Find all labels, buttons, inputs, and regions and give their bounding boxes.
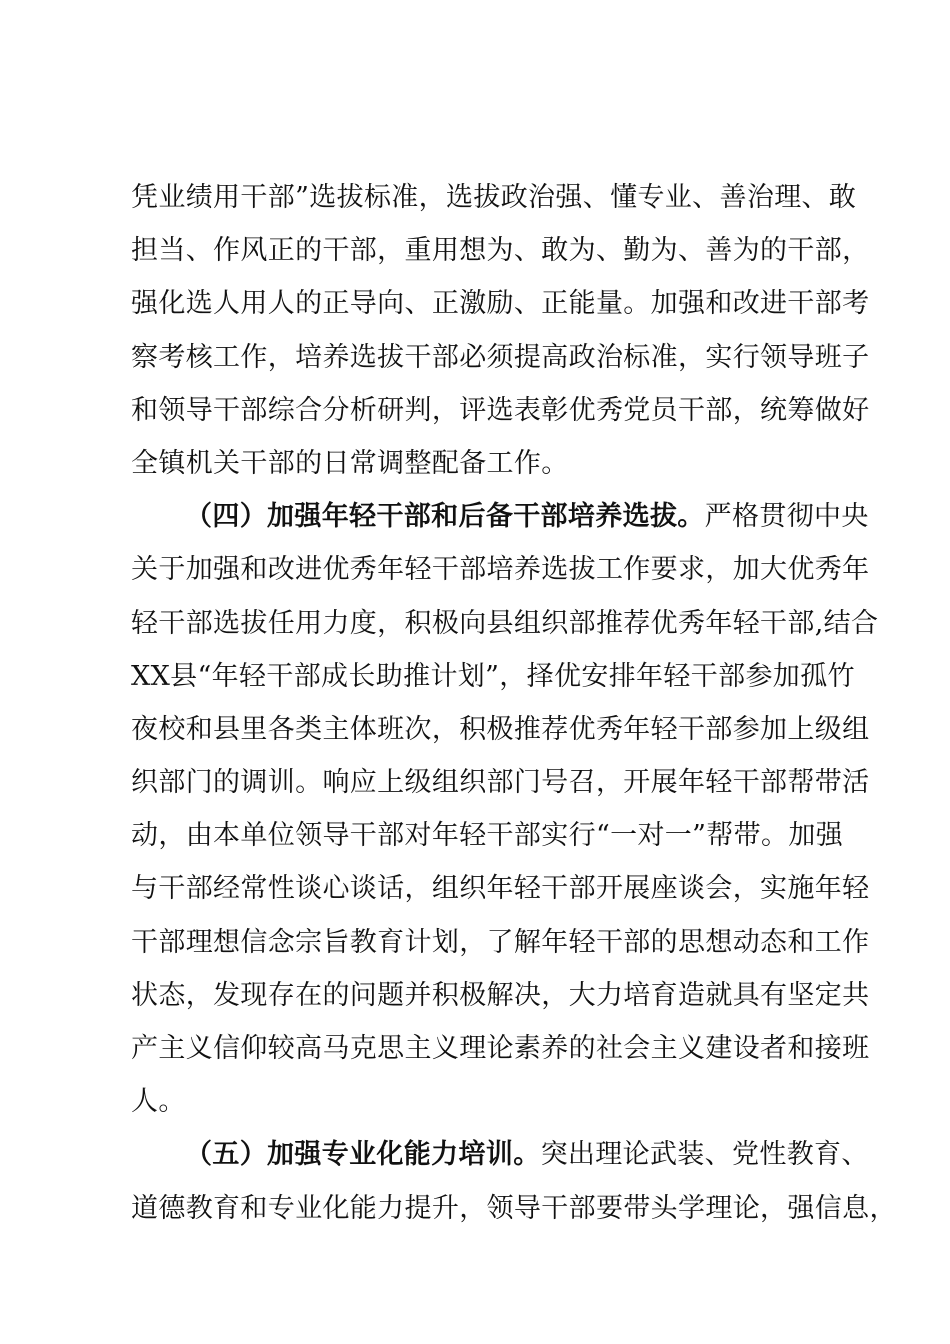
body-line: 轻干部选拔任用力度，积极向县组织部推荐优秀年轻干部,结合 xyxy=(131,607,879,639)
document-body xyxy=(131,171,897,1235)
body-line: 全镇机关干部的日常调整配备工作。 xyxy=(131,447,569,479)
body-line: 关于加强和改进优秀年轻干部培养选拔工作要求，加大优秀年 xyxy=(131,554,870,586)
section-four-intro-text: 严格贯彻中央 xyxy=(704,501,869,533)
body-line: 产主义信仰较高马克思主义理论素养的社会主义建设者和接班 xyxy=(131,1033,870,1064)
body-line: 干部理想信念宗旨教育计划，了解年轻干部的思想动态和工作 xyxy=(131,926,870,958)
section-four-first-line xyxy=(131,490,869,543)
body-line: 夜校和县里各类主体班次，积极推荐优秀年轻干部参加上级组 xyxy=(131,713,870,745)
body-line: 强化选人用人的正导向、正激励、正能量。加强和改进干部考 xyxy=(131,288,870,320)
body-line: 状态，发现存在的问题并积极解决，大力培育造就具有坚定共 xyxy=(131,979,870,1011)
section-five-intro-text: 突出理论武装、党性教育、 xyxy=(540,1139,869,1171)
section-five-first-line xyxy=(131,1128,869,1181)
body-line: 察考核工作，培养选拔干部必须提高政治标准，实行领导班子 xyxy=(131,341,870,373)
body-line: 和领导干部综合分析研判，评选表彰优秀党员干部，统筹做好 xyxy=(131,394,870,426)
body-line: 与干部经常性谈心谈话，组织年轻干部开展座谈会，实施年轻 xyxy=(131,873,870,905)
section-four-heading: （四）加强年轻干部和后备干部培养选拔。 xyxy=(185,501,705,533)
section-five-heading: （五）加强专业化能力培训。 xyxy=(185,1139,541,1171)
body-line: XX县“年轻干部成长助推计划”，择优安排年轻干部参加孤竹 xyxy=(131,660,855,692)
body-line: 动，由本单位领导干部对年轻干部实行“一对一”帮带。加强 xyxy=(131,820,844,852)
body-line: 织部门的调训。响应上级组织部门号召，开展年轻干部帮带活 xyxy=(131,767,870,799)
body-line: 人。 xyxy=(131,1086,186,1118)
body-line: 道德教育和专业化能力提升，领导干部要带头学理论，强信息， xyxy=(131,1192,897,1224)
body-line: 担当、作风正的干部，重用想为、敢为、勤为、善为的干部， xyxy=(131,235,870,267)
body-line: 凭业绩用干部”选拔标准，选拔政治强、懂专业、善治理、敢 xyxy=(131,182,857,213)
